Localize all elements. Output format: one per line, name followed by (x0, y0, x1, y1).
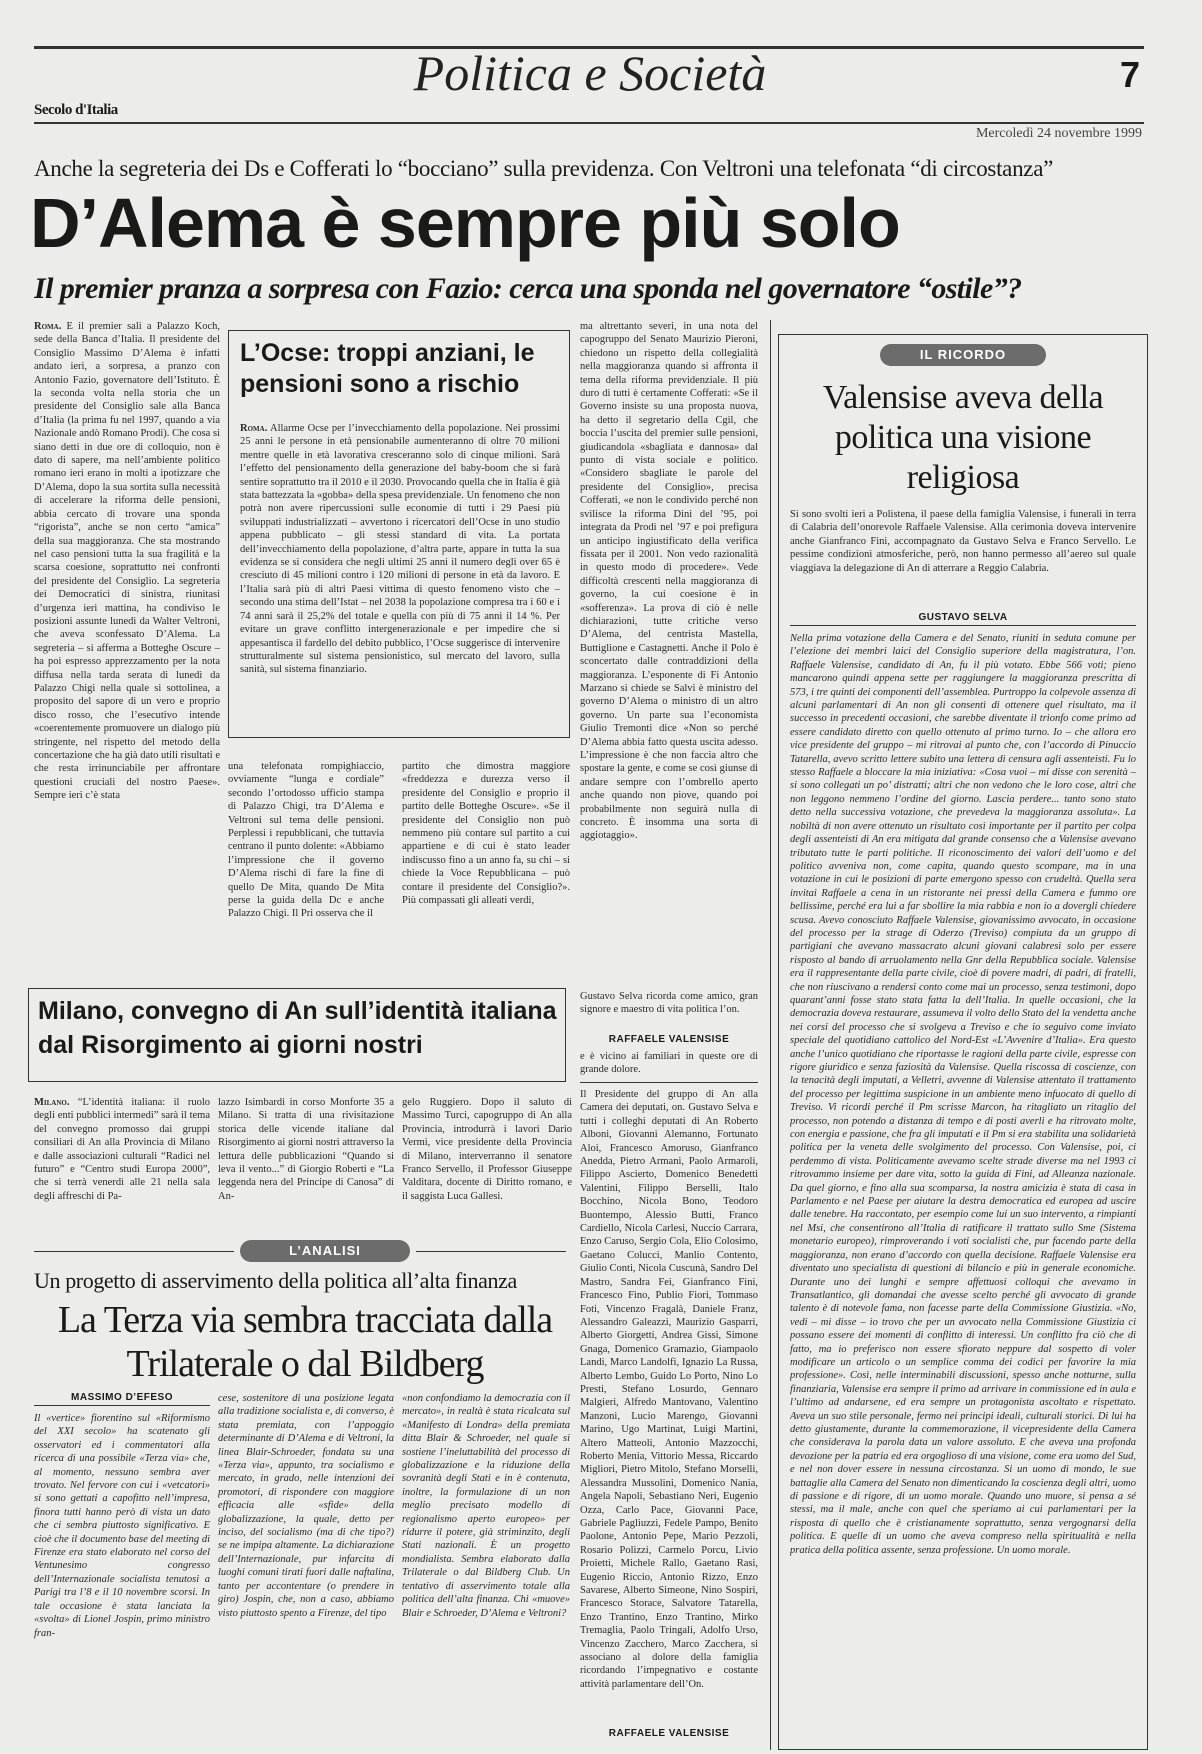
lista-body: Il Presidente del gruppo di An alla Camera dei deputati, on. Gustavo Selva e tutti i colleghi deputati di An Roberto Alboni, Giovanni Alemanno, Fortunato Aloi, Francesco Amoruso, Gianfranco Anedda, Pietro Armani, Paolo Armaroli, Filippo Ascierto, Domenico Benedetti Valentini, Filippo Berselli, Italo Bocchino, Nicola Bono, Teodoro Buontempo, Alessio Butti, Franco Cardiello, Nicola Carlesi, Nuccio Carrara, Enzo Caruso, Sergio Cola, Elio Colosimo, Gaetano Colucci, Manlio Contento, Giulio Conti, Nicola Cuscunà, Sandro Del Mastro, Sandra Fei, Gianfranco Fini, Francesco Fino, Publio Fiori, Tommaso Foti, Vincenzo Fragalà, Daniele Franz, Alessandro Galeazzi, Maurizio Gasparri, Alberto Giorgetti, Andrea Gissi, Simone Gnaga, Domenico Gramazio, Giampaolo Landi, Marco Landolfi, Ignazio La Russa, Alberto Lembo, Guido Lo Porto, Nino Lo Presti, Stefano Losurdo, Gennaro Malgieri, Alfredo Mantovano, Valentino Manzoni, Lucio Marengo, Giovanni Marino, Ugo Martinat, Luigi Martini, Altero Matteoli, Antonio Mazzocchi, Roberto Menia, Vittorio Messa, Riccardo Migliori, Pietro Mitolo, Stefano Morselli, Alessandra Mussolini, Domenico Nania, Angela Napoli, Sebastiano Neri, Eugenio Ozza, Carlo Pace, Giovanni Pace, Gabriele Pagliuzzi, Fedele Pampo, Benito Paolone, Antonio Pepe, Mario Pezzoli, Rosario Polizzi, Carmelo Porcu, Livio Proietti, Michele Rallo, Gaetano Rasi, Eugenio Riccio, Antonio Rizzo, Enzo Savarese, Alberto Simeone, Nino Sospiri, Francesco Storace, Salvatore Tatarella, Enzo Trantino, Enzo Trantino, Mirko Tremaglia, Paolo Tringali, Adolfo Urso, Vincenzo Zacchero, Marco Zacchera, si associano al dolore della famiglia ricordando l’impegnativo e costante attività parlamentare dell’On. (580, 1089, 758, 1690)
page-number: 7 (1119, 54, 1140, 95)
lead-column-3b: partito che dimostra maggiore «freddezza e durezza verso il presidente del Consiglio e proprio il partito delle Botteghe Oscure». «Se il presidente del Consiglio non può nemmeno più contare sul partito a cui appartiene e di cui è stato leader indiscusso fino a un anno fa, su chi – si chiede la Voce Repubblicana – può contare il presidente del Consiglio?». Più compassati gli alleati verdi, (402, 761, 570, 907)
lead-kicker: Anche la segreteria dei Ds e Cofferati lo “bocciano” sulla previdenza. Con Veltroni una telefonata “di circostanza” (34, 156, 1054, 181)
analisi-column-1: Il «vertice» fiorentino sul «Riformismo del XXI secolo» ha scatenato gli osservatori ed i commentatori alla ricerca di una possibile «Terza via» che, al momento, nessuno sembra aver trovato. Nel fervore con cui i «vetcatori» si sono gettati a capofitto nell’impresa, finora tutti hanno però di vista un dato che ci sembra piuttosto significativo. E cioè che il documento base del meeting di Firenze era stato elaborato nel corso del Ventunesimo congresso dell’Internazionale socialista tenutosi a Parigi tra l’8 e il 10 novembre scorsi. In tale occasione è stata lanciata la «svolta» di Lionel Jospin, primo ministro fran- (34, 1413, 210, 1639)
ocse-body-text: Allarme Ocse per l’invecchiamento della popolazione. Nei prossimi 25 anni le persone in età pensionabile aumenteranno di oltre 70 milioni mentre quelle in età lavorativa cresceranno solo di cinque milioni. Sarà l’effetto del pensionamento della generazione del baby-boom che si farà sentire soprattutto tra il 2010 e il 2030. Provocando quella che in Italia è già stata battezzata la «gobba» della spesa previdenziale. Un fenomeno che non potrà non avere ripercussioni sulle economie di tutti i 29 Paesi più sviluppati industrializzati – avvertono i ricercatori dell’Ocse in uno studio appena pubblicato – gli stessi standard di vita. La portata dell’invecchiamento della popolazione, d’altra parte, appare in tutta la sua evidenza se si considera che negli ultimi 25 anni il numero degli over 65 è cresciuto di 45 milioni contro i 120 milioni di persone in età da lavoro. E l’Italia sarà più di altri Paesi vittima di questo fenomeno visto che – secondo una stima dell’Istat – nel 2038 la popolazione compresa tra i 60 e i 74 anni sarà il 25,2% del totale e quella con più di 75 anni il 14 %. Per evitare un grave conflitto intergenerazionale e per impedire che si appesantisca il fardello del debito pubblico, l’Ocse suggerisce di intervenire strutturalmente sul sistema pensionistico, sul mercato del lavoro, sulla sanità, sul sistema finanziario. (240, 423, 560, 676)
lista-name-2: RAFFAELE VALENSISE (608, 1728, 730, 1739)
ocse-body (240, 422, 560, 732)
ricordo-body: Nella prima votazione della Camera e del Senato, riuniti in seduta comune per l’elezione dei membri laici del Consiglio superiore della magistratura, l’on. Raffaele Valensise, candidato di An, fu il più votato. Ebbe 566 voti; pieno mancarono quindi appena sette per raggiungere la maggioranza prescritta di 573, i tre quinti dei componenti dell’assemblea. Purtroppo la colpevole assenza di alcuni parlamentari di An non gli consentì di ottenere quel risultato, ma il successo in precedenti occasioni, che sarebbe diventate il trionfo come primo ad essere candidato diretto con quello ottenuto al primo turno. Io – che allora ero vice presidente del gruppo – mi ritrovai al punto che, con l’accordo di Pinuccio Tatarella, avevo scritto lettere subito una lettera di censura agli assenteisti. Fu lo stesso Raffaele a bloccare la mia iniziativa: «Cosa vuoi – mi disse con serenità – si sono collegati un po’ distratti; altri che non vedono che le loro cose, altri che non leggono nemmeno l’ordine del giorno. Lascia perdere... tanto sono stato detto nella successiva votazione, che prevedeva la maggioranza assoluta». La nobiltà di non avere ottenuto un risultato così importante per il partito per colpa degli assenteisti di An era mitigata dal grande consenso che a Valensise avevano tributato tutte le parti politiche. Il riconoscimento dei valori dell’uomo e del politico avveniva non, come capita, quando questo scompare, ma in una votazione in cui le posizioni di parte emergono spesso con crudeltà. Quella sera invitai Raffaele a cena in un ristorante nei pressi della Camera e fummo ore bellissime, perché era lui a far sbollire la mia rabbia e non io a dovergli chiedere scusa. Avevo conosciuto Raffaele Valensise, giovanissimo avvocato, in occasione del processo per la strage di Oderzo (Treviso) compiuta da un gruppo di partigiani che avevano massacrato alcuni giovani calabresi solo per essere risposto al bando di arruolamento nella Gnr della Repubblica sociale. Valensise era il rappresentante della parte civile, cioè di povere madri, di padri, di fratelli, che non riuscivano a rendersi conto come mai un processo, senza testimoni, dopo quarant’anni fosse stato stata fatta la dell’Italia. In quelle occasioni, che la democrazia doveva restaurare, assumeva il volto dello Stato del la vendetta anche nei corsi del processo che si svolgeva a Treviso e che io seguivo come inviato speciale del quotidiano cattolico del Nord-Est «L’Avvenire d’Italia». Era questo anche l’unico quotidiano che riportasse le ragioni della parte civile, espresse con rigore giuridico e senza faziosità da Valensise. Quella riscossa di coscienze, con la tenacità degli imputati, a Velletri, avvenne di Valensise attentato il trattamento del processo per legittima suspicione in un ambiente meno infuocato di quello di Treviso. Vi ricordi perché il Pm scrisse Marcon, ha ritagliato un ritaglio del processo, non potendo a distanza di tempo e di posti averli e ha ritrovato molte, con energia e passione, che fra gli imputati e il Pm si era stabilita una solidarietà politica per la veneta delle svolgimento del processo. Con Valensise, poi, ci perdemmo di vista. Politicamente avevamo scelte strade diverse ma nel 1993 ci ritrovammo insieme per dare vita, sotto la guida di Fini, ad Alleanza nazionale. Da quel giorno, e fino alla sua scomparsa, la nostra amicizia è stata di casa in Parlamento e nel Paese per aiutare la destra democratica ed europea ad uscire dalle tenebre. Ha raccontato, per esempio come lui un suo intervento, a rimpianti nel Msi, che consentirono all’Italia di ratificare il trattato sullo Sme (Sistema monetario europeo), rimproverando i voti socialisti che, pur facendo parte della maggioranza, non erano d’accordo con quella decisione. Raffaele Valensise era diventato uno specialista di questioni di bilancio e più in generale economiche. Durante uno dei lunghi e sempre affettuosi colloqui che avevamo in Transatlantico, gli domandai che avesse scelto perché gli avvocato di grande talento è di notevole fama, non facesse parte della Commissione Giustizia. «No, vedi – mi disse – io trovo che per un avvocato nella Commissione Giustizia ci possano essere dei momenti di conflitto di interessi. Un conflitto fra ciò che di fatto, ma io preferisco non essere sfiorato neppure dal sospetto di voler modificare un articolo o un semplice comma dei codici per favorire la mia professione». Così, nelle interminabili discussioni, spesso anche notturne, sulla finanziaria, Valensise era sempre il primo ad arrivare in commissione ed in aula e l’ultimo ad andarsene, ed era sempre un protagonista ascoltato e rispettato. Aveva un suo stile personale, fermo nei principi ideali, culturali storici. Di lui ha detto giustamente, durante la commemorazione, il vicepresidente della Camera che considerava la parola data un valore assoluto. E che aveva una profonda devozione per la patria ed era orgoglioso di una visione, come era uomo del Sud, e nel non dover essere in nessuna circostanza. Si un uomo di mondo, le sue battaglie alla Camera del Senato non dimenticando la coscienza degli altri, uomo di passione e di rigore, di un uomo morale. Quando uno muore, si pensa a sé stessi, ma il male, anche con quel che speriamo ai cui parlamentari per la risposta di quello che è cristianamente soprattutto, senza vergognarsi della politica. E quelle di un uomo che aveva compreso nella spiritualità e nella pratica della politica assente, senza professione. Un uomo morale. (790, 633, 1136, 1556)
ricordo-byline: GUSTAVO SELVA (790, 612, 1136, 626)
lead-subheadline: Il premier pranza a sorpresa con Fazio: cerca una sponda nel governatore “ostile”? (34, 272, 1022, 305)
lead-column-3a: una telefonata rompighiaccio, ovviamente “lunga e cordiale” secondo l’ortodosso ufficio stampa di Palazzo Chigi, tra D’Alema e Veltroni sul tema delle pensioni. Perplessi i repubblicani, che tuttavia centrano il punto dolente: «Abbiamo l’impressione che il governo D’Alema rischi di fare la fine di quello De Mita, quando De Mita perse la guida della Dc e anche Palazzo Chigi. Il Pri osserva che il (228, 761, 384, 920)
analisi-column-2: cese, sostenitore di una posizione legata alla tradizione socialista e, di converso, è stata premiata, con l’appoggio determinante di D’Alema e di Veltroni, la linea Blair-Schroeder, fondata su una «Terza via», appunto, tra socialismo e mercato, in grado, nelle intenzioni dei promotori, di rispondere con maggiore efficacia alle «sfide» della globalizzazione, la quale, detto per inciso, del socialismo (ma di che tipo?) se ne impipa altamente. La dichiarazione dell’Internazionale, pur infarcita di luoghi comuni tirati fuori dalle naftalina, tanto per accontentare (o prendere in giro) Jospin, che, non a caso, abbiamo visto piuttosto spento a Firenze, del tipo (218, 1393, 394, 1619)
lead-column-1-text: E il premier sali a Palazzo Koch, sede della Banca d’Italia. Il presidente del Consiglio Massimo D’Alema è infatti andato ieri, a sorpresa, a pranzo con Antonio Fazio, governatore dell’Istituto. È la seconda volta nella storia che un presidente del Consiglio sale alla Banca d’Italia (la prima fu nel 1997, quando a via Nazionale andò Romano Prodi). Che cosa si siano detti in due ore di colloquio, non è dato di sapere, ma nell’ambiente politico romano ieri erano in molti a ipotizzare che D’Alema, dopo la sua sortita sulla necessità di accelerare la riforma delle pensioni, abbia cercato di trovare una sponda “rigorista”, anche se non certo “amica” della sua maggioranza. Che sta mostrando nel caso pensioni tutta la sua fragilità e la scarsa coesione, soprattutto nei confronti del presidente del Consiglio. La segreteria dei Democratici di sinistra, riunitasi d’urgenza ieri mattina, ha condiviso le posizioni assunte lunedì da Walter Veltroni, che aveva sconfessato D’Alema. La segreteria – si afferma a Botteghe Oscure – ha poi espresso apprezzamento per la nota diffusa nella tarda serata di lunedì da Palazzo Chigi nella quale si sottolinea, a proposito del sapore di un vero e proprio disco rosso, che l’esecutivo intende «coerentemente promuovere un dialogo più stringente, nel rispetto del metodo della concertazione che ha già dato utili risultati e che resta irrinunciabile per affrontare questioni cruciali del nostro Paese». Sempre ieri c’è stata (34, 321, 220, 802)
section-title: Politica e Società (413, 45, 767, 101)
analisi-kicker: Un progetto di asservimento della politica all’alta finanza (34, 1268, 517, 1293)
ricordo-label: IL RICORDO (880, 344, 1046, 366)
milano-column-1 (34, 1096, 210, 1232)
analisi-label: L’ANALISI (240, 1240, 410, 1262)
publication-name: Secolo d'Italia (34, 102, 118, 118)
lista-name-1: RAFFAELE VALENSISE (608, 1034, 730, 1045)
lead-column-4: ma altrettanto severi, in una nota del capogruppo del Senato Maurizio Pieroni, chiedono un rispetto della collegialità nella maggioranza quando si affronta il tema della riforma previdenziale. Il più duro di tutti è certamente Cofferati: «Se il Governo insiste su una proposta nuova, ha detto il segretario della Cgil, che boccia l’uscita del premier sulle pensioni, giudicandola «sbagliata e dannosa» dal punto di vista sociale e politico. «Considero sbagliate le parole del presidente del Consiglio», precisa Cofferati, «e non le condivido perché non svilisce la riforma Dini del ’95, poi integrata da Prodi nel ’97 e poi prefigura un anticipo ingiustificato della verifica fissata per il 2001. Non vedo razionalità in questo modo di procedere». Vede difficoltà crescenti nella maggioranza di governo, la cui coesione è in «sofferenza». La prova di ciò è nelle dichiarazioni, tutte critiche verso D’Alema, del centrista Mastella, Buttiglione e Castagnetti. Anche il Polo è sconcertato dalle contraddizioni della maggioranza. L’esponente di Fi Antonio Marzano si chiede se Salvi è ministro del governo D’Alema o ministro di un altro governo. Un parte sua l’economista Giulio Tremonti dice «Non so perché D’Alema abbia fatto questa uscita adesso. L’impressione è che non faccia altro che spostare la gente, e come se così giunse di andare sempre con l’ombrello aperto anche quando non piove, quando poi probabilmente non seguirà nulla di concreto. È insomma una sorta di aggiotaggio». (580, 321, 758, 842)
ricordo-headline: Valensise aveva della politica una visione religiosa (822, 379, 1104, 496)
lead-column-1 (34, 320, 220, 976)
analisi-headline: La Terza via sembra tracciata dalla Trilaterale o dal Bildberg (57, 1299, 553, 1385)
analisi-byline: MASSIMO D’EFESO (34, 1392, 210, 1406)
lista-intro: Gustavo Selva ricorda come amico, gran signore e maestro di vita politica l’on. (580, 991, 758, 1016)
lista-mid: e è vicino ai familiari in queste ore di grande dolore. (580, 1051, 758, 1076)
column-divider (770, 320, 771, 1750)
milano-dateline: Milano. (34, 1097, 70, 1108)
issue-date: Mercoledì 24 novembre 1999 (975, 126, 1142, 141)
milano-column-1-text: “L’identità italiana: il ruolo degli enti pubblici intermedi” sarà il tema del convegno promosso dai gruppi consiliari di An alla Provincia di Milano e dalle associazioni culturali “Radici nel futuro” e “Centro studi Europa 2000”, che si terrà venerdì alle 21 nella sala degli affreschi di Pa- (34, 1097, 210, 1202)
lead-headline: D’Alema è sempre più solo (30, 184, 900, 262)
ocse-dateline: Roma. (240, 423, 268, 434)
analisi-column-3: «non confondiamo la democrazia con il mercato», in realtà è stata ricalcata sul «Manifesto di Londra» della premiata ditta Blair & Schroeder, nel quale si sostiene l’ineluttabilità del processo di globalizzazione e la riduzione della sovranità degli Stati e in è contenuta, inoltre, la formulazione di un non meglio precisato modello di regionalismo aperto europeo» per ridurre il potere, già striminzito, degli Stati nazionali. È un progetto mondialista. Sembra elaborato dalla Trilaterale o dal Bildberg Club. Un tentativo di asservimento totale alla politica dell’alta finanza. Chi «muove» Blair e Schroeder, D’Alema e Veltroni? (402, 1393, 570, 1619)
analisi-rule-left (34, 1251, 234, 1252)
ocse-headline: L’Ocse: troppi anziani, le pensioni sono a rischio (240, 339, 535, 398)
lead-dateline: Roma. (34, 321, 62, 332)
masthead-bottom-rule (34, 122, 1144, 124)
milano-headline: Milano, convegno di An sull’identità italiana dal Risorgimento ai giorni nostri (38, 997, 557, 1059)
lista-rule (580, 1082, 758, 1083)
milano-column-2: lazzo Isimbardi in corso Monforte 35 a Milano. Si tratta di una rivisitazione storica delle vicende italiane dal Risorgimento ai giorni nostri attraverso la lettura delle pubblicazioni “Quando si leva il vento...” di Giorgio Roberti e “La leggenda nera del Principe di Canosa” di An- (218, 1097, 394, 1202)
milano-column-3: gelo Ruggiero. Dopo il saluto di Massimo Turci, capogruppo di An alla Provincia, introdurrà i lavori Dario Vermi, vice presidente della Provincia di Milano, interverranno il senatore Franco Servello, il Professor Giuseppe Valditara, docente di Diritto romano, e il saggista Luca Gallesi. (402, 1097, 572, 1202)
analisi-rule-right (416, 1251, 566, 1252)
ricordo-intro: Si sono svolti ieri a Polistena, il paese della famiglia Valensise, i funerali in terra di Calabria dell’onorevole Raffaele Valensise. Alla cerimonia doveva intervenire anche Gianfranco Fini, accompagnato da Gustavo Selva e Franco Servello. Le pessime condizioni atmosferiche, però, non hanno permesso all’aereo sul quale viaggiava la delegazione di An di atterrare a Reggio Calabria. (790, 509, 1136, 574)
